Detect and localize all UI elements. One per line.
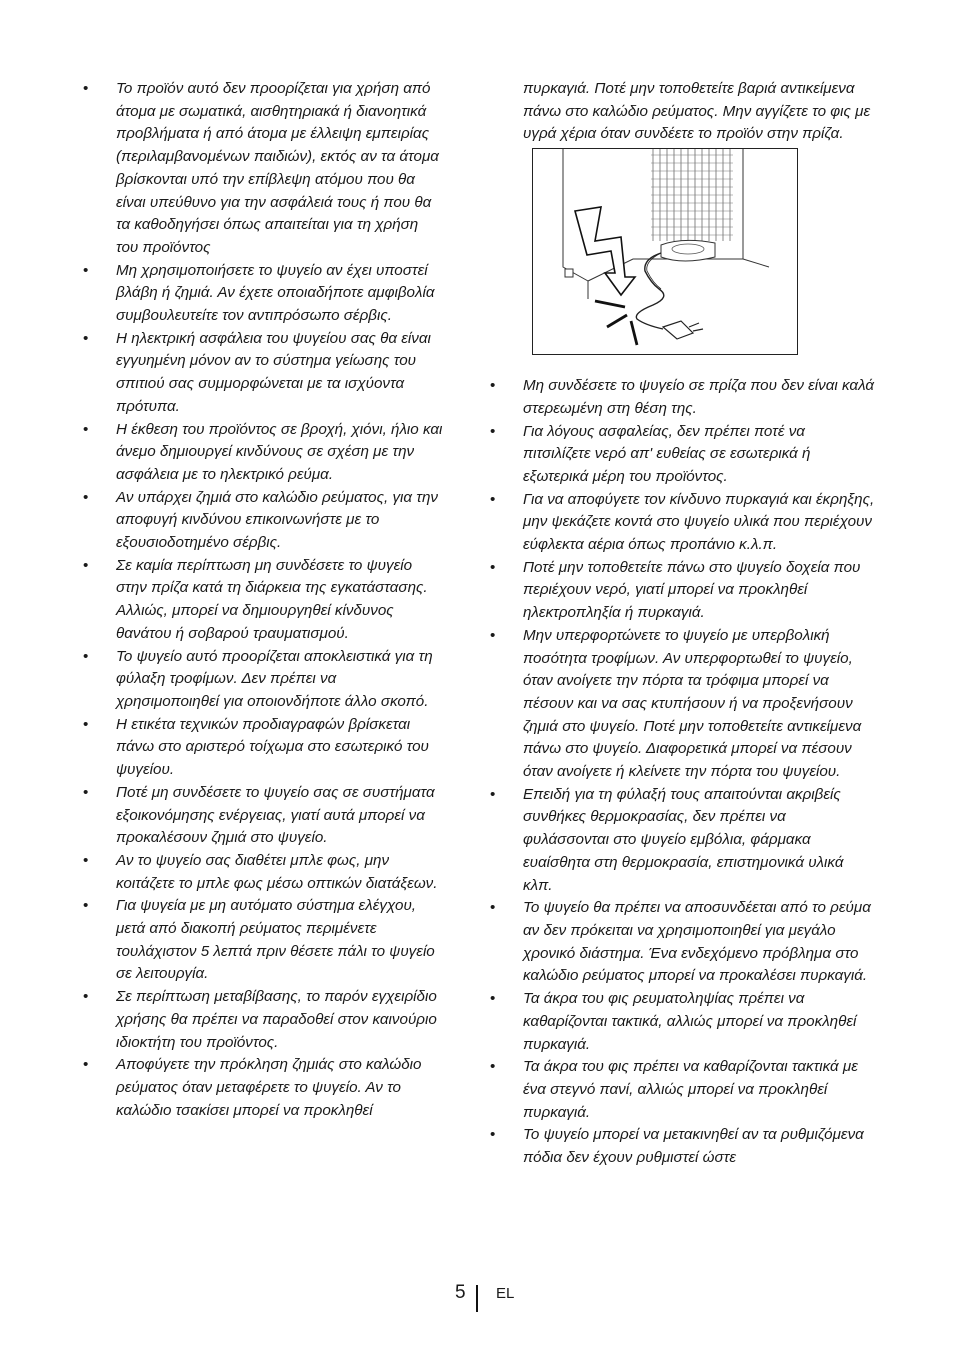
- bullet-item: [490, 557, 875, 625]
- bullet-item: [83, 555, 443, 646]
- bullet-marker: •: [83, 420, 89, 438]
- bullet-marker: •: [83, 783, 89, 801]
- bullet-item: [490, 625, 875, 784]
- bullet-text: Ποτέ μην τοποθετείτε πάνω στο ψυγείο δοχεία που περιέχουν νερό, γιατί μπορεί να προκληθεί ηλεκτροπληξία ή πυρκαγιά.: [523, 558, 861, 622]
- bullet-text: Το ψυγείο θα πρέπει να αποσυνδέεται από το ρεύμα αν δεν πρόκειται να χρησιμοποιηθεί για μεγάλο χρονικό διάστημα. Ένα ενδεχόμενο πρόβλημα στο καλώδιο ρεύματος μπορεί να προκαλέσει πυρκαγιά.: [523, 899, 871, 985]
- bullet-text: Επειδή για τη φύλαξή τους απαιτούνται ακριβείς συνθήκες θερμοκρασίας, δεν πρέπει να φυλάσσονται στο ψυγείο εμβόλια, φάρμακα ευαίσθητα στη θερμοκρασία, επιστημονικά υλικά κλπ.: [523, 785, 844, 894]
- bullet-item: [490, 784, 875, 898]
- bullet-text: Τα άκρα του φις πρέπει να καθαρίζονται τακτικά με ένα στεγνό πανί, αλλιώς μπορεί να προκληθεί πυρκαγιά.: [523, 1058, 858, 1121]
- bullet-marker: •: [83, 488, 89, 506]
- language-code: EL: [496, 1285, 515, 1302]
- bullet-text: Ποτέ μη συνδέσετε το ψυγείο σας σε συστήματα εξοικονόμησης ενέργειας, γιατί αυτά μπορεί να προκαλέσουν ζημιά στο ψυγείο.: [116, 783, 435, 847]
- bullet-item: [490, 375, 875, 420]
- page-footer: [0, 1282, 954, 1312]
- page-number: 5: [455, 1282, 466, 1303]
- bullet-marker: •: [490, 422, 496, 440]
- bullet-text: Η ηλεκτρική ασφάλεια του ψυγείου σας θα είναι εγγυημένη μόνον αν το σύστημα γείωσης του σπιτιού σας συμμορφώνεται με τα ισχύοντα πρότυπα.: [116, 329, 431, 415]
- bullet-text: Για να αποφύγετε τον κίνδυνο πυρκαγιά και έκρηξης, μην ψεκάζετε κοντά στο ψυγείο υλικά που περιέχουν εύφλεκτα αέρια όπως προπάνιο κ.λ.π.: [523, 490, 875, 554]
- bullet-item: [490, 489, 875, 557]
- bullet-marker: •: [83, 1056, 89, 1074]
- bullet-marker: •: [83, 329, 89, 347]
- bullet-text: Αποφύγετε την πρόκληση ζημιάς στο καλώδιο ρεύματος όταν μεταφέρετε το ψυγείο. Αν το καλώδιο τσακίσει μπορεί να προκληθεί: [116, 1056, 422, 1119]
- bullet-marker: •: [490, 1126, 496, 1144]
- bullet-item: [83, 78, 443, 260]
- bullet-text: Μη συνδέσετε το ψυγείο σε πρίζα που δεν είναι καλά στερεωμένη στη θέση της.: [523, 377, 875, 417]
- bullet-text: Η έκθεση του προϊόντος σε βροχή, χιόνι, ήλιο και άνεμο δημιουργεί κινδύνους σε σχέση με την ασφάλεια με το ηλεκτρικό ρεύμα.: [116, 420, 443, 483]
- right-bullet-list: [490, 375, 875, 1170]
- bullet-text: Αν το ψυγείο σας διαθέτει μπλε φως, μην κοιτάζετε το μπλε φως μέσω οπτικών διατάξεων.: [116, 851, 438, 892]
- bullet-item: [83, 328, 443, 419]
- bullet-text: Για ψυγεία με μη αυτόματο σύστημα ελέγχου, μετά από διακοπή ρεύματος περιμένετε τουλάχιστον 5 λεπτά πριν θέσετε πάλι το ψυγείο σε λειτουργία.: [116, 897, 435, 983]
- bullet-marker: •: [490, 626, 496, 644]
- bullet-marker: •: [83, 897, 89, 915]
- bullet-text: Μη χρησιμοποιήσετε το ψυγείο αν έχει υποστεί βλάβη ή ζημιά. Αν έχετε οποιαδήποτε αμφιβολία συμβουλευτείτε τον αντιπρόσωπο σέρβις.: [116, 261, 435, 325]
- bullet-marker: •: [83, 261, 89, 279]
- bullet-text: Το ψυγείο μπορεί να μετακινηθεί αν τα ρυθμιζόμενα πόδια δεν έχουν ρυθμιστεί ώστε: [523, 1126, 864, 1167]
- bullet-text: Η ετικέτα τεχνικών προδιαγραφών βρίσκεται πάνω στο αριστερό τοίχωμα στο εσωτερικό του ψυγείου.: [116, 715, 429, 779]
- bullet-item: [490, 1056, 875, 1124]
- bullet-item: [83, 782, 443, 850]
- bullet-item: [490, 988, 875, 1056]
- left-column: [83, 78, 443, 1122]
- bullet-marker: •: [490, 785, 496, 803]
- bullet-item: [83, 646, 443, 714]
- bullet-marker: •: [83, 80, 89, 97]
- bullet-item: [490, 897, 875, 988]
- bullet-text: Μην υπερφορτώνετε το ψυγείο με υπερβολική ποσότητα τροφίμων. Αν υπερφορτωθεί το ψυγείο, όταν ανοίγετε την πόρτα τα τρόφιμα μπορεί να πέσουν και να σας κτυπήσουν ή να προξενήσουν ζημιά στο ψυγείο. Ποτέ μην τοποθετείτε αντικείμενα πάνω στο ψυγείο. Διαφορετικά μπορεί να πέσουν όταν ανοίγετε ή κλείνετε την πόρτα του ψυγείου.: [523, 626, 862, 781]
- bullet-item: [83, 260, 443, 328]
- bullet-text: Τα άκρα του φις ρευματοληψίας πρέπει να καθαρίζονται τακτικά, αλλιώς μπορεί να προκληθεί πυρκαγιά.: [523, 990, 857, 1053]
- bullet-text: Το προϊόν αυτό δεν προορίζεται για χρήση από άτομα με σωματικά, αισθητηριακά ή διανοητικά προβλήματα ή από άτομα με έλλειψη εμπειρίας (περιλαμβανομένων παιδιών), εκτός αν τα άτομα βρίσκονται υπό την επίβλεψη ατόμου που θα είναι υπεύθυνο για την ασφάλειά τους ή που θα τα καθοδηγήσει όπως απαιτείται για τη χρήση του προϊόντος: [116, 80, 439, 256]
- bullet-marker: •: [83, 851, 89, 869]
- left-bullet-list: [83, 78, 443, 1122]
- bullet-marker: •: [490, 490, 496, 508]
- bullet-item: [83, 1054, 443, 1122]
- bullet-marker: •: [83, 988, 89, 1006]
- bullet-text: Σε περίπτωση μεταβίβασης, το παρόν εγχειρίδιο χρήσης θα πρέπει να παραδοθεί στον καινούριο ιδιοκτήτη του προϊόντος.: [116, 988, 437, 1051]
- bullet-marker: •: [490, 1058, 496, 1076]
- bullet-text: Για λόγους ασφαλείας, δεν πρέπει ποτέ να πιτσιλίζετε νερό απ' ευθείας σε εσωτερικά ή εξωτερικά μέρη του προϊόντος.: [523, 422, 811, 485]
- bullet-marker: •: [83, 647, 89, 665]
- bullet-item: [83, 487, 443, 555]
- footer-divider: [476, 1285, 478, 1312]
- right-column: [490, 78, 875, 1170]
- bullet-item: [490, 421, 875, 489]
- continued-paragraph: πυρκαγιά. Ποτέ μην τοποθετείτε βαριά αντικείμενα πάνω στο καλώδιο ρεύματος. Μην αγγίζετε το φις με υγρά χέρια όταν συνδέετε το προϊόν στην πρίζα.: [523, 80, 871, 143]
- bullet-marker: •: [83, 715, 89, 733]
- bullet-marker: •: [83, 556, 89, 574]
- bullet-text: Αν υπάρχει ζημιά στο καλώδιο ρεύματος, για την αποφυγή κινδύνου επικοινωνήστε με το εξουσιοδοτημένο σέρβις.: [116, 488, 439, 552]
- refrigerator-rear-cable-drawing: [533, 149, 797, 354]
- bullet-marker: •: [490, 558, 496, 576]
- bullet-item: [83, 714, 443, 782]
- bullet-item: [490, 1124, 875, 1169]
- bullet-marker: •: [490, 899, 496, 917]
- bullet-marker: •: [490, 990, 496, 1008]
- bullet-text: Το ψυγείο αυτό προορίζεται αποκλειστικά για τη φύλαξη τροφίμων. Δεν πρέπει να χρησιμοποιηθεί για οποιονδήποτε άλλο σκοπό.: [116, 647, 433, 710]
- bullet-item: [83, 850, 443, 895]
- bullet-marker: •: [490, 377, 496, 395]
- power-cable-illustration: [532, 148, 798, 355]
- bullet-item: [83, 895, 443, 986]
- bullet-text: Σε καμία περίπτωση μη συνδέσετε το ψυγείο στην πρίζα κατά τη διάρκεια της εγκατάστασης. Αλλιώς, μπορεί να δημιουργηθεί κίνδυνος θανάτου ή σοβαρού τραυματισμού.: [116, 556, 428, 642]
- bullet-item: [83, 419, 443, 487]
- bullet-item: [83, 986, 443, 1054]
